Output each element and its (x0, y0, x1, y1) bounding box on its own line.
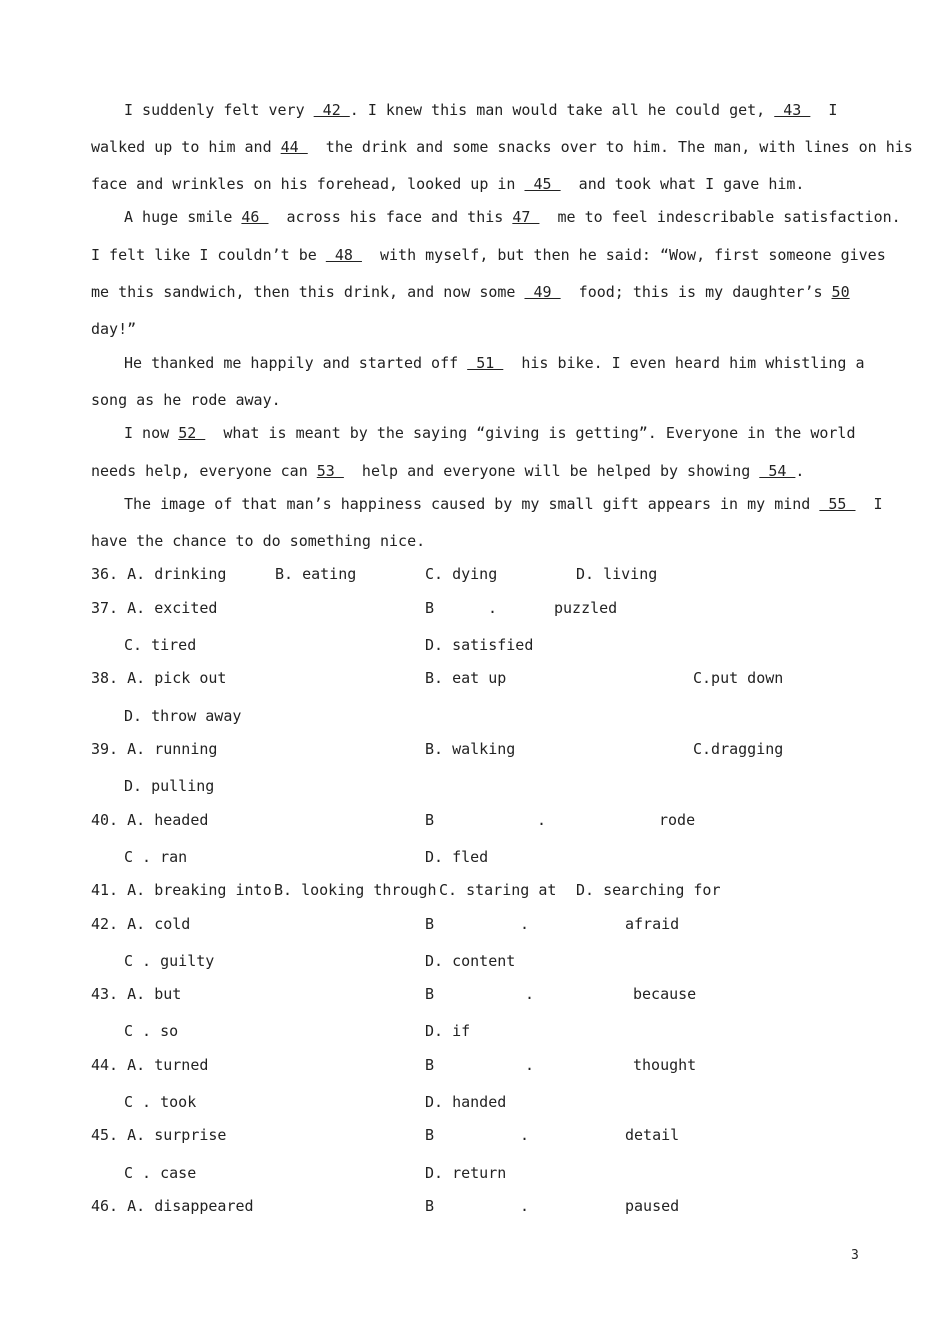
q45-option-c: C . case (124, 1164, 197, 1182)
text: food; this is my daughter’s (560, 283, 832, 301)
passage-line (124, 353, 865, 373)
text: his bike. I even heard him whistling a (503, 354, 865, 372)
q43-option-b-letter: B (425, 985, 435, 1003)
q41-option-b: B. looking through (274, 881, 437, 899)
text: me to feel indescribable satisfaction. (539, 208, 901, 226)
q42-option-b-dot: . (520, 915, 530, 933)
page-number: 3 (851, 1248, 859, 1263)
q44-option-b-letter: B (425, 1056, 435, 1074)
q43-option-b-dot: . (525, 985, 535, 1003)
q45-option-b-dot: . (520, 1126, 530, 1144)
q42-option-c: C . guilty (124, 952, 215, 970)
blank-44: 44 (280, 138, 308, 156)
passage-line: have the chance to do something nice. (91, 532, 426, 550)
q39-option-c: C.dragging (693, 740, 784, 758)
passage-line (91, 245, 886, 265)
text: A huge smile (124, 208, 242, 226)
blank-46: 46 (241, 208, 269, 226)
q43-option-b-text: because (633, 985, 697, 1003)
text: what is meant by the saying “giving is getting”. Everyone in the world (205, 424, 856, 442)
q45-option-b-text: detail (625, 1126, 680, 1144)
text: . I knew this man would take all he could get, (349, 101, 775, 119)
passage-line (91, 461, 804, 481)
text: I (855, 495, 883, 513)
q36-option-c: C. dying (425, 565, 498, 583)
text: I (810, 101, 838, 119)
blank-43: 43 (774, 101, 811, 119)
q40-option-b-dot: . (537, 811, 547, 829)
q39-option-a: 39. A. running (91, 740, 218, 758)
q38-option-b: B. eat up (425, 669, 507, 687)
q38-option-d: D. throw away (124, 707, 242, 725)
q42-option-b-letter: B (425, 915, 435, 933)
q46-option-a: 46. A. disappeared (91, 1197, 254, 1215)
text: help and everyone will be helped by showing (343, 462, 760, 480)
q45-option-b-letter: B (425, 1126, 435, 1144)
text: . (795, 462, 805, 480)
q43-option-a: 43. A. but (91, 985, 182, 1003)
text: I felt like I couldn’t be (91, 246, 326, 264)
text: I suddenly felt very (124, 101, 314, 119)
q44-option-c: C . took (124, 1093, 197, 1111)
q42-option-d: D. content (425, 952, 516, 970)
blank-45: 45 (524, 175, 561, 193)
q37-option-b-letter: B (425, 599, 435, 617)
q40-option-b-letter: B (425, 811, 435, 829)
q45-option-a: 45. A. surprise (91, 1126, 227, 1144)
q37-option-d: D. satisfied (425, 636, 534, 654)
text: The image of that man’s happiness caused by my small gift appears in my mind (124, 495, 820, 513)
q46-option-b-text: paused (625, 1197, 680, 1215)
blank-49: 49 (524, 283, 561, 301)
q39-option-b: B. walking (425, 740, 516, 758)
passage-line: day!” (91, 320, 137, 338)
q40-option-a: 40. A. headed (91, 811, 209, 829)
q40-option-d: D. fled (425, 848, 489, 866)
passage-line (91, 137, 913, 157)
q44-option-b-dot: . (525, 1056, 535, 1074)
blank-50: 50 (831, 283, 850, 301)
q44-option-d: D. handed (425, 1093, 507, 1111)
text: with myself, but then he said: “Wow, first someone gives (361, 246, 886, 264)
q42-option-a: 42. A. cold (91, 915, 191, 933)
q36-option-d: D. living (576, 565, 658, 583)
blank-51: 51 (467, 354, 504, 372)
passage-line: song as he rode away. (91, 391, 281, 409)
text: He thanked me happily and started off (124, 354, 468, 372)
text: me this sandwich, then this drink, and now some (91, 283, 525, 301)
q38-option-a: 38. A. pick out (91, 669, 227, 687)
q40-option-b-text: rode (659, 811, 696, 829)
q44-option-a: 44. A. turned (91, 1056, 209, 1074)
q40-option-c: C . ran (124, 848, 188, 866)
blank-55: 55 (819, 495, 856, 513)
text: face and wrinkles on his forehead, looked up in (91, 175, 525, 193)
text: and took what I gave him. (560, 175, 805, 193)
q42-option-b-text: afraid (625, 915, 680, 933)
passage-line (124, 207, 901, 227)
q38-option-c: C.put down (693, 669, 784, 687)
q43-option-d: D. if (425, 1022, 471, 1040)
blank-47: 47 (512, 208, 540, 226)
blank-48: 48 (325, 246, 362, 264)
q43-option-c: C . so (124, 1022, 179, 1040)
q46-option-b-letter: B (425, 1197, 435, 1215)
q44-option-b-text: thought (633, 1056, 697, 1074)
q37-option-a: 37. A. excited (91, 599, 218, 617)
q41-option-c: C. staring at (439, 881, 557, 899)
q41-option-d: D. searching for (576, 881, 721, 899)
text: across his face and this (268, 208, 513, 226)
passage-line (124, 423, 856, 443)
q37-option-c: C. tired (124, 636, 197, 654)
text: I now (124, 424, 179, 442)
q37-option-b-dot: . (488, 599, 498, 617)
passage-line (91, 174, 804, 194)
text: the drink and some snacks over to him. The man, with lines on his (307, 138, 913, 156)
q45-option-d: D. return (425, 1164, 507, 1182)
text: walked up to him and (91, 138, 281, 156)
q36-option-a: 36. A. drinking (91, 565, 227, 583)
text: needs help, everyone can (91, 462, 317, 480)
passage-line (91, 282, 850, 302)
q36-option-b: B. eating (275, 565, 357, 583)
blank-42: 42 (313, 101, 350, 119)
q37-option-b-text: puzzled (554, 599, 618, 617)
passage-line (124, 494, 883, 514)
q41-option-a: 41. A. breaking into (91, 881, 272, 899)
q39-option-d: D. pulling (124, 777, 215, 795)
blank-53: 53 (316, 462, 344, 480)
passage-line (124, 100, 837, 120)
blank-52: 52 (178, 424, 206, 442)
q46-option-b-dot: . (520, 1197, 530, 1215)
blank-54: 54 (759, 462, 796, 480)
